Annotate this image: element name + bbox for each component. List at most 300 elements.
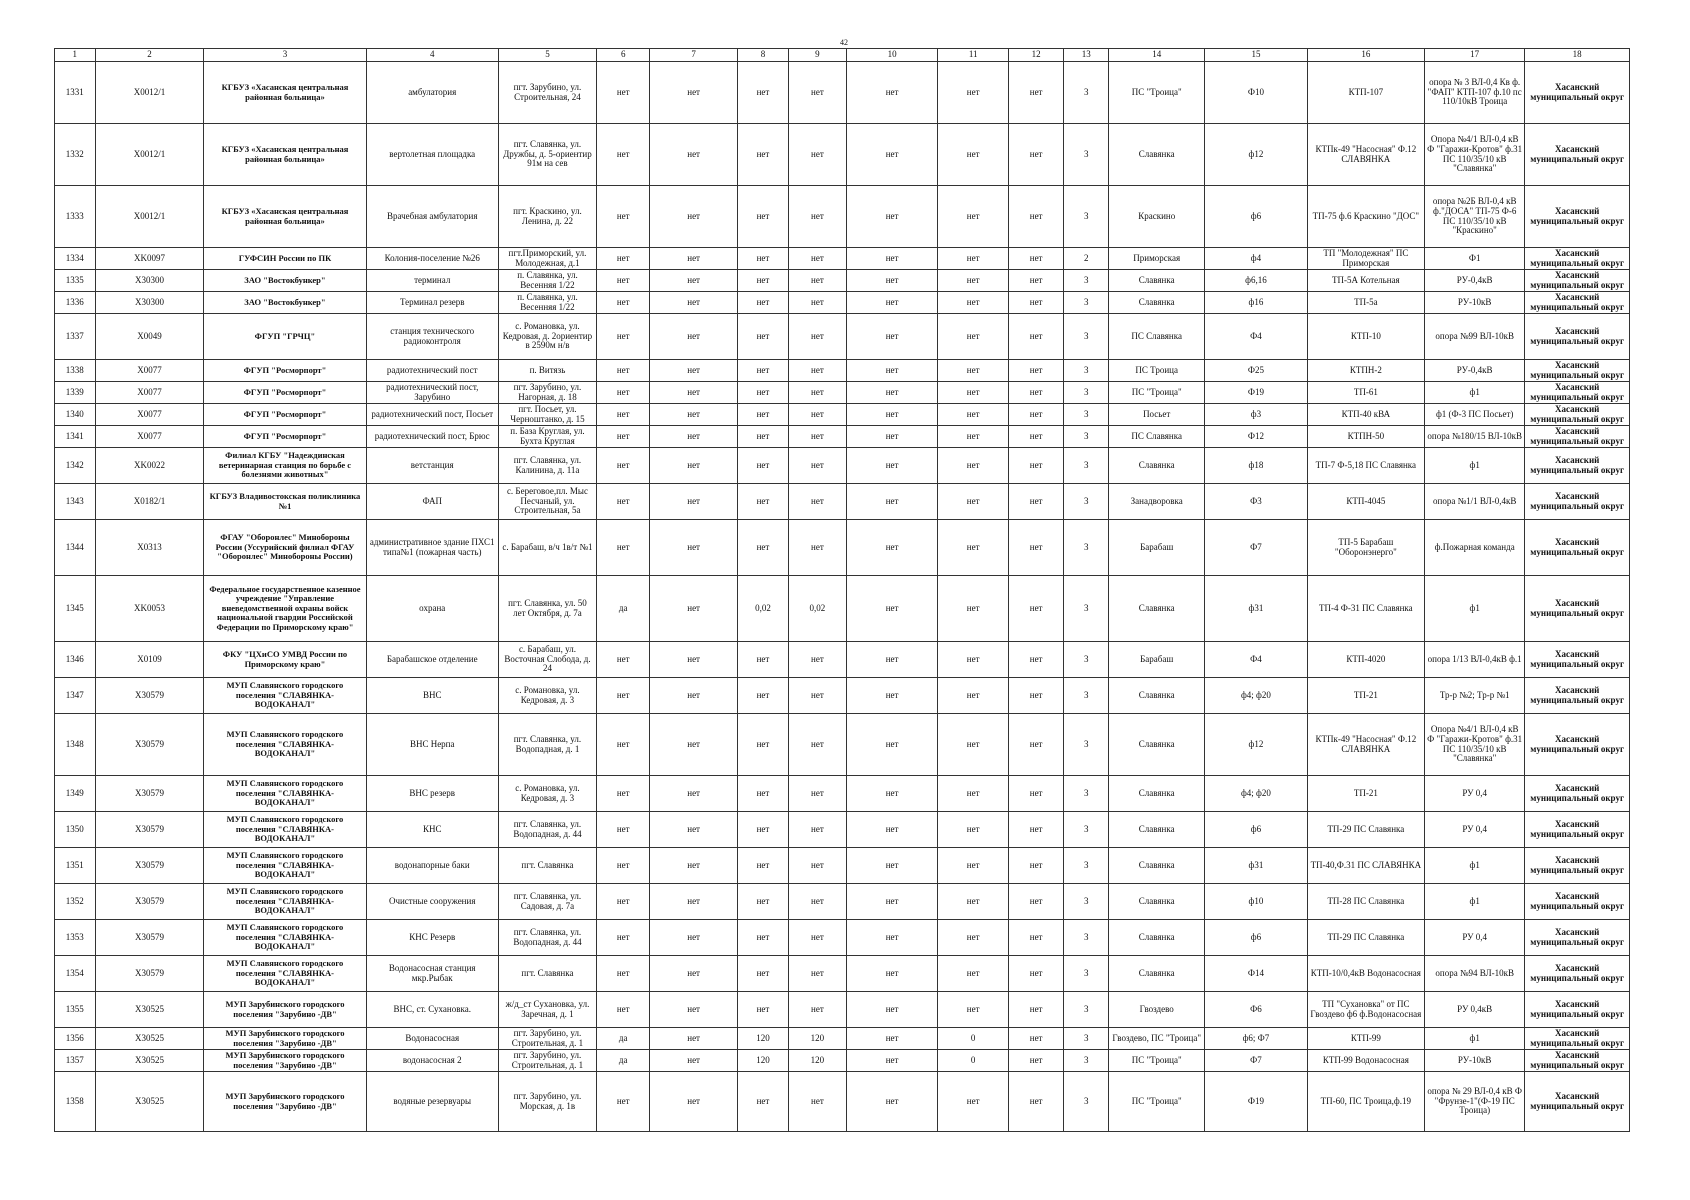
table-cell: КНС Резерв [366,920,498,956]
table-cell: нет [1008,292,1063,314]
table-cell: 1346 [55,642,96,678]
table-cell: Хасанский муниципальный округ [1525,812,1630,848]
table-cell: нет [938,270,1008,292]
table-cell: нет [1008,484,1063,520]
table-cell: нет [938,314,1008,360]
table-cell: 120 [737,1028,788,1050]
table-cell: нет [1008,714,1063,776]
table-cell: нет [938,1072,1008,1132]
table-cell: нет [650,992,738,1028]
table-cell: 1343 [55,484,96,520]
table-cell: нет [650,448,738,484]
table-cell: нет [789,404,847,426]
table-cell: опора № 3 ВЛ-0,4 Кв ф. "ФАП" КТП-107 ф.10 пс 110/10кВ Троица [1425,62,1525,124]
table-cell: ф1 [1425,884,1525,920]
table-cell: Хасанский муниципальный округ [1525,186,1630,248]
table-cell: нет [597,404,650,426]
column-header-12: 12 [1008,49,1063,62]
table-cell: нет [846,920,938,956]
table-cell: 1350 [55,812,96,848]
table-cell: 1336 [55,292,96,314]
table-cell: ФГУП "Росморпорт" [204,360,366,382]
table-cell: 3 [1064,576,1109,642]
table-cell: нет [650,884,738,920]
table-cell: водонасосная 2 [366,1050,498,1072]
table-cell: Ф10 [1205,62,1307,124]
table-cell: ф12 [1205,124,1307,186]
table-row [55,992,1630,1028]
table-cell: 1344 [55,520,96,576]
table-cell: 1355 [55,992,96,1028]
table-cell: ф4 [1205,248,1307,270]
table-cell: Барабаш [1109,520,1205,576]
table-cell: X30525 [95,1050,204,1072]
table-cell: КГБУЗ Владивостокская поликлиника №1 [204,484,366,520]
table-cell: Славянка [1109,920,1205,956]
table-cell: нет [789,62,847,124]
table-cell: п. Славянка, ул. Весенняя 1/22 [498,292,596,314]
table-cell: МУП Славянского городского поселения "СЛАВЯНКА-ВОДОКАНАЛ" [204,956,366,992]
table-cell: 1340 [55,404,96,426]
table-cell: КТПН-2 [1307,360,1424,382]
table-cell: терминал [366,270,498,292]
table-row [55,920,1630,956]
table-cell: 3 [1064,848,1109,884]
table-cell: пгт.Приморский, ул. Молодежная, д.1 [498,248,596,270]
table-cell: нет [650,1028,738,1050]
table-cell: нет [597,62,650,124]
table-cell: ТП-21 [1307,678,1424,714]
table-cell: нет [789,360,847,382]
table-cell: нет [650,404,738,426]
table-cell: ж/д_ст Сухановка, ул. Заречная, д. 1 [498,992,596,1028]
table-cell: нет [597,270,650,292]
table-cell: X30579 [95,848,204,884]
table-cell: нет [597,920,650,956]
table-cell: нет [737,360,788,382]
table-cell: нет [1008,1072,1063,1132]
table-cell: нет [737,292,788,314]
table-cell: ТП-5А Котельная [1307,270,1424,292]
table-cell: нет [846,292,938,314]
column-header-6: 6 [597,49,650,62]
table-cell: ВНС резерв [366,776,498,812]
table-row [55,404,1630,426]
table-cell: нет [650,270,738,292]
table-row [55,124,1630,186]
table-cell: нет [789,1072,847,1132]
table-cell: X0077 [95,404,204,426]
table-cell: X30579 [95,956,204,992]
table-row [55,270,1630,292]
table-cell: ф1 [1425,1028,1525,1050]
table-cell: 1339 [55,382,96,404]
table-cell: 3 [1064,270,1109,292]
column-header-5: 5 [498,49,596,62]
table-cell: ФАП [366,484,498,520]
table-row [55,884,1630,920]
table-cell: X30579 [95,776,204,812]
table-cell: нет [938,448,1008,484]
table-cell: пгт. Зарубино, ул. Строительная, д. 1 [498,1028,596,1050]
table-cell: 1356 [55,1028,96,1050]
table-cell: КТП-4045 [1307,484,1424,520]
table-cell: нет [789,248,847,270]
table-cell: Приморская [1109,248,1205,270]
table-cell: нет [650,576,738,642]
table-cell: нет [938,678,1008,714]
table-cell: нет [938,124,1008,186]
table-cell: опора №99 ВЛ-10кВ [1425,314,1525,360]
table-cell: нет [789,678,847,714]
table-cell: нет [789,848,847,884]
table-cell: КНС [366,812,498,848]
table-cell: Хасанский муниципальный округ [1525,884,1630,920]
table-row [55,186,1630,248]
table-cell: пгт. Славянка, ул. Водопадная, д. 44 [498,920,596,956]
table-cell: опора №1/1 ВЛ-0,4кВ [1425,484,1525,520]
table-cell: нет [1008,426,1063,448]
table-cell: нет [789,714,847,776]
table-cell: Хасанский муниципальный округ [1525,1028,1630,1050]
table-cell: пгт. Славянка, ул. Садовая, д. 7а [498,884,596,920]
table-cell: ПС "Троица" [1109,62,1205,124]
table-cell: Колония-поселение №26 [366,248,498,270]
table-cell: Терминал резерв [366,292,498,314]
table-cell: нет [650,484,738,520]
table-cell: нет [846,484,938,520]
table-cell: радиотехнический пост [366,360,498,382]
header-row [55,49,1630,62]
table-cell: п. База Круглая, ул. Бухта Круглая [498,426,596,448]
table-cell: пгт. Краскино, ул. Ленина, д. 22 [498,186,596,248]
table-cell: нет [597,956,650,992]
table-cell: 0,02 [789,576,847,642]
table-cell: нет [789,314,847,360]
table-cell: с. Романовка, ул. Кедровая, д. 3 [498,678,596,714]
table-cell: Хасанский муниципальный округ [1525,920,1630,956]
table-row [55,62,1630,124]
table-row [55,1028,1630,1050]
table-cell: Ф6 [1205,992,1307,1028]
table-cell: нет [650,186,738,248]
table-cell: нет [737,812,788,848]
table-cell: Хасанский муниципальный округ [1525,62,1630,124]
table-cell: 3 [1064,812,1109,848]
table-cell: Хасанский муниципальный округ [1525,124,1630,186]
table-cell: Хасанский муниципальный округ [1525,426,1630,448]
table-row [55,956,1630,992]
table-row [55,520,1630,576]
table-cell: 1341 [55,426,96,448]
table-cell: ВНС, ст. Сухановка. [366,992,498,1028]
table-cell: Занадворовка [1109,484,1205,520]
table-cell: КТПН-50 [1307,426,1424,448]
table-cell: ПС "Троица" [1109,1050,1205,1072]
table-cell: нет [597,382,650,404]
table-cell: 1333 [55,186,96,248]
table-cell: опора №180/15 ВЛ-10кВ [1425,426,1525,448]
table-row [55,314,1630,360]
table-cell: ТП-60, ПС Троица,ф.19 [1307,1072,1424,1132]
table-cell: КТП-4020 [1307,642,1424,678]
table-cell: X0012/1 [95,124,204,186]
table-cell: с. Барабаш, в/ч 1в/т №1 [498,520,596,576]
table-cell: с. Барабаш, ул. Восточная Слобода, д. 24 [498,642,596,678]
table-cell: X30579 [95,714,204,776]
column-header-16: 16 [1307,49,1424,62]
table-cell: ТП-61 [1307,382,1424,404]
table-cell: нет [650,812,738,848]
table-cell: нет [737,714,788,776]
table-cell: РУ 0,4 [1425,920,1525,956]
table-cell: радиотехнический пост, Посьет [366,404,498,426]
table-cell: нет [737,884,788,920]
table-cell: МУП Зарубинского городского поселения "Зарубино -ДВ" [204,1050,366,1072]
table-row [55,678,1630,714]
table-cell: ФГУП "Росморпорт" [204,382,366,404]
table-cell: нет [737,992,788,1028]
table-cell: 1332 [55,124,96,186]
table-cell: нет [1008,448,1063,484]
table-cell: нет [789,920,847,956]
table-row [55,812,1630,848]
table-cell: опора №94 ВЛ-10кВ [1425,956,1525,992]
table-cell: ветстанция [366,448,498,484]
table-cell: нет [789,956,847,992]
table-cell: нет [938,62,1008,124]
table-cell: 3 [1064,426,1109,448]
table-row [55,360,1630,382]
table-cell: 3 [1064,884,1109,920]
table-cell: нет [650,382,738,404]
column-header-8: 8 [737,49,788,62]
table-cell: нет [597,642,650,678]
table-cell: вертолетная площадка [366,124,498,186]
table-cell: нет [650,248,738,270]
table-cell: опора 1/13 ВЛ-0,4кВ ф.1 [1425,642,1525,678]
table-cell: Ф12 [1205,426,1307,448]
table-cell: нет [846,360,938,382]
table-cell: водонапорные баки [366,848,498,884]
table-cell: 3 [1064,404,1109,426]
table-cell: ТП-4 Ф-31 ПС Славянка [1307,576,1424,642]
table-cell: Ф19 [1205,1072,1307,1132]
table-cell: X30525 [95,1028,204,1050]
table-cell: КТП-40 кВА [1307,404,1424,426]
table-cell: п. Витязь [498,360,596,382]
table-cell: 0 [938,1050,1008,1072]
table-cell: Славянка [1109,292,1205,314]
table-cell: 3 [1064,714,1109,776]
table-cell: ф4; ф20 [1205,776,1307,812]
table-cell: нет [846,1028,938,1050]
table-cell: нет [597,360,650,382]
table-cell: ф10 [1205,884,1307,920]
table-cell: нет [1008,642,1063,678]
table-cell: нет [650,292,738,314]
table-cell: нет [846,124,938,186]
table-cell: Хасанский муниципальный округ [1525,248,1630,270]
table-cell: Хасанский муниципальный округ [1525,404,1630,426]
table-cell: нет [846,448,938,484]
table-cell: X30579 [95,678,204,714]
table-cell: нет [737,776,788,812]
table-cell: Хасанский муниципальный округ [1525,776,1630,812]
table-cell: нет [938,956,1008,992]
table-cell: ТП-21 [1307,776,1424,812]
table-cell: Хасанский муниципальный округ [1525,382,1630,404]
table-cell: 3 [1064,920,1109,956]
table-cell: ф1 [1425,382,1525,404]
table-cell: КТП-107 [1307,62,1424,124]
table-cell: Славянка [1109,448,1205,484]
table-cell: 3 [1064,776,1109,812]
table-cell: РУ 0,4 [1425,776,1525,812]
table-cell: нет [846,956,938,992]
table-cell: нет [1008,956,1063,992]
table-cell: 120 [789,1050,847,1072]
column-header-11: 11 [938,49,1008,62]
table-cell: ТП-75 ф.6 Краскино "ДОС" [1307,186,1424,248]
table-cell: нет [1008,124,1063,186]
table-cell: Ф14 [1205,956,1307,992]
table-cell: нет [789,186,847,248]
table-cell: пгт. Славянка [498,956,596,992]
table-cell: нет [597,848,650,884]
table-cell: ф12 [1205,714,1307,776]
table-cell: Хасанский муниципальный округ [1525,956,1630,992]
table-cell: пгт. Славянка, ул. Водопадная, д. 1 [498,714,596,776]
table-cell: ф3 [1205,404,1307,426]
table-cell: 3 [1064,292,1109,314]
table-cell: нет [737,270,788,292]
table-cell: охрана [366,576,498,642]
table-cell: нет [597,1072,650,1132]
table-cell: пгт. Славянка, ул. Калинина, д. 11а [498,448,596,484]
table-cell: нет [938,642,1008,678]
table-cell: ПС Славянка [1109,426,1205,448]
table-cell: нет [650,1050,738,1072]
table-cell: нет [1008,848,1063,884]
table-cell: ф16 [1205,292,1307,314]
table-cell: 1354 [55,956,96,992]
table-cell: Славянка [1109,776,1205,812]
table-cell: нет [846,812,938,848]
table-cell: Славянка [1109,678,1205,714]
table-cell: нет [650,848,738,884]
table-cell: XK0053 [95,576,204,642]
table-cell: Славянка [1109,714,1205,776]
table-cell: нет [1008,992,1063,1028]
table-cell: ТП-28 ПС Славянка [1307,884,1424,920]
table-cell: нет [938,992,1008,1028]
table-cell: нет [650,920,738,956]
table-cell: административное здание ПХС1 типа№1 (пожарная часть) [366,520,498,576]
table-cell: РУ-10кВ [1425,1050,1525,1072]
table-cell: 3 [1064,186,1109,248]
table-cell: нет [650,124,738,186]
table-row [55,576,1630,642]
table-cell: нет [650,360,738,382]
table-cell: Хасанский муниципальный округ [1525,292,1630,314]
table-cell: X30525 [95,992,204,1028]
table-cell: МУП Славянского городского поселения "СЛАВЯНКА-ВОДОКАНАЛ" [204,920,366,956]
table-cell: нет [789,124,847,186]
table-cell: XK0097 [95,248,204,270]
table-cell: Хасанский муниципальный округ [1525,314,1630,360]
table-cell: да [597,576,650,642]
table-cell: X0182/1 [95,484,204,520]
table-cell: нет [737,186,788,248]
table-body [55,62,1630,1132]
table-cell: Тр-р №2; Тр-р №1 [1425,678,1525,714]
table-cell: нет [597,776,650,812]
table-cell: нет [597,678,650,714]
table-cell: нет [938,426,1008,448]
table-cell: Хасанский муниципальный округ [1525,678,1630,714]
table-cell: Ф4 [1205,642,1307,678]
table-cell: пгт. Зарубино, ул. Строительная, 24 [498,62,596,124]
table-cell: МУП Славянского городского поселения "СЛАВЯНКА-ВОДОКАНАЛ" [204,848,366,884]
table-cell: X0077 [95,426,204,448]
page-number: 42 [840,38,848,47]
table-cell: нет [846,576,938,642]
table-cell: МУП Зарубинского городского поселения "Зарубино -ДВ" [204,1072,366,1132]
table-row [55,484,1630,520]
table-cell: нет [1008,776,1063,812]
table-cell: нет [1008,382,1063,404]
table-cell: XK0022 [95,448,204,484]
table-cell: нет [846,776,938,812]
table-cell: Хасанский муниципальный округ [1525,1072,1630,1132]
table-cell: пгт. Славянка, ул. Водопадная, д. 44 [498,812,596,848]
table-cell: X30525 [95,1072,204,1132]
table-cell: 1331 [55,62,96,124]
table-cell: Славянка [1109,124,1205,186]
table-cell: нет [789,426,847,448]
table-row [55,248,1630,270]
table-cell: ф1 [1425,448,1525,484]
table-cell: 3 [1064,314,1109,360]
table-cell: пгт. Посьет, ул. Черноштанко, д. 15 [498,404,596,426]
table-cell: ТП "Молодежная" ПС Приморская [1307,248,1424,270]
table-cell: нет [737,426,788,448]
table-cell: нет [789,776,847,812]
table-cell: нет [846,248,938,270]
table-cell: с. Романовка, ул. Кедровая, д. 3 [498,776,596,812]
table-cell: нет [938,520,1008,576]
table-cell: 1348 [55,714,96,776]
table-cell: ф4; ф20 [1205,678,1307,714]
table-cell: 120 [737,1050,788,1072]
table-cell: нет [737,404,788,426]
table-cell: ФГУП "Росморпорт" [204,426,366,448]
column-header-9: 9 [789,49,847,62]
table-cell: Опора №4/1 ВЛ-0,4 кВ Ф "Гаражи-Кротов" ф.31 ПС 110/35/10 кВ "Славянка" [1425,714,1525,776]
table-cell: нет [597,124,650,186]
table-cell: нет [846,270,938,292]
table-header [55,49,1630,62]
table-cell: нет [846,678,938,714]
table-cell: X0012/1 [95,62,204,124]
table-cell: ПС Троица [1109,360,1205,382]
table-cell: Хасанский муниципальный округ [1525,520,1630,576]
column-header-4: 4 [366,49,498,62]
table-cell: Водонасосная [366,1028,498,1050]
table-cell: нет [789,270,847,292]
table-cell: X0109 [95,642,204,678]
